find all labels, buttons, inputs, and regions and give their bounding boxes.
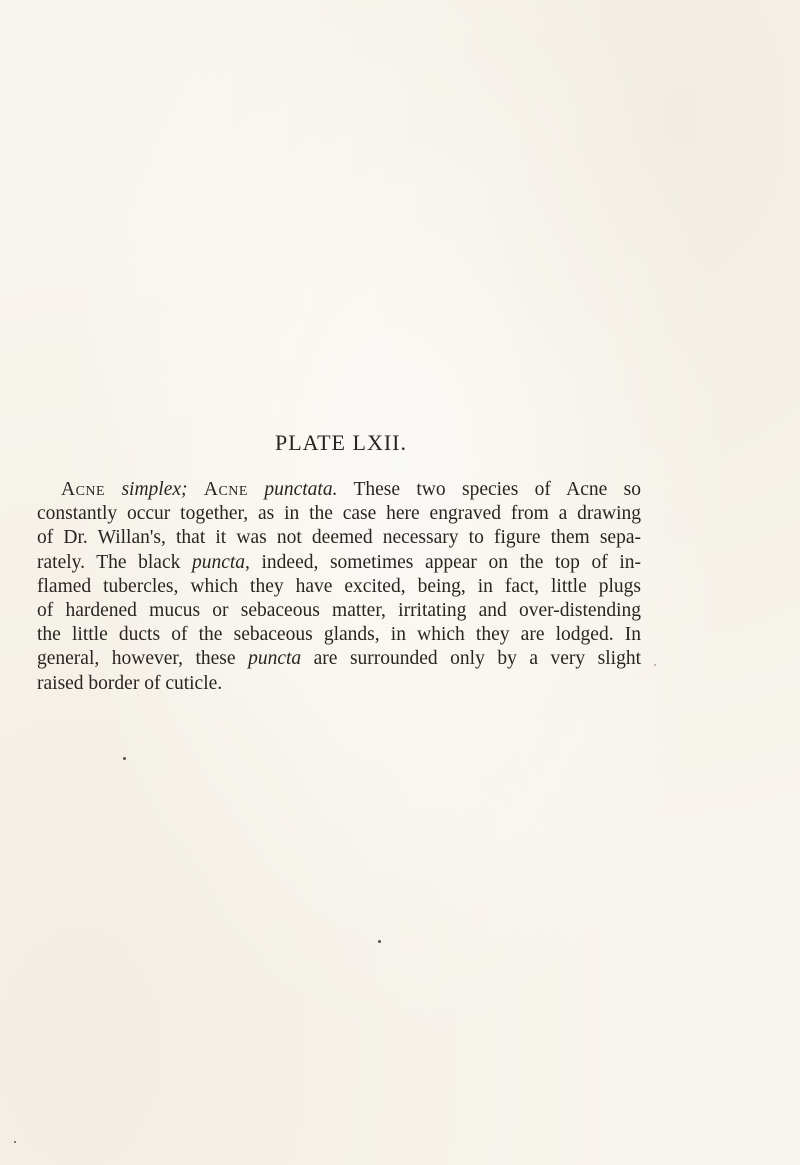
paper-speck <box>654 664 656 666</box>
species-name: punctata. <box>264 479 338 500</box>
text-segment: are surrounded only by a very slight <box>313 648 641 670</box>
text-segment: indeed, sometimes appear on the top of in- <box>261 551 641 573</box>
text-line: of hardened mucus or sebaceous matter, irritating and over-distending <box>37 600 641 622</box>
plate-description <box>37 478 641 696</box>
plate-heading <box>0 430 682 456</box>
plate-heading-text: PLATE LXII. <box>275 430 407 455</box>
species-name: simplex; <box>121 479 188 500</box>
text-line: flamed tubercles, which they have excited, being, in fact, little plugs <box>37 575 641 597</box>
text-line <box>37 478 641 502</box>
text-line: raised border of cuticle. <box>37 672 223 694</box>
paper-speck <box>14 1141 16 1143</box>
text-line <box>37 647 641 671</box>
genus-name: Acne <box>203 479 248 500</box>
text-line: the little ducts of the sebaceous glands, in which they are lodged. In <box>37 624 641 646</box>
text-line: of Dr. Willan's, that it was not deemed necessary to figure them sepa- <box>37 527 641 549</box>
text-line: constantly occur together, as in the case here engraved from a drawing <box>37 503 641 525</box>
genus-name: Acne <box>61 479 106 500</box>
paper-speck <box>123 757 126 760</box>
text-segment: rately. The black <box>37 551 181 573</box>
text-line <box>37 551 641 575</box>
text-segment: These two species of Acne so <box>353 479 642 500</box>
text-segment: general, however, these <box>37 648 236 670</box>
emphasis-term: puncta, <box>191 551 250 573</box>
paper-speck <box>378 940 381 943</box>
emphasis-term: puncta <box>248 648 302 670</box>
